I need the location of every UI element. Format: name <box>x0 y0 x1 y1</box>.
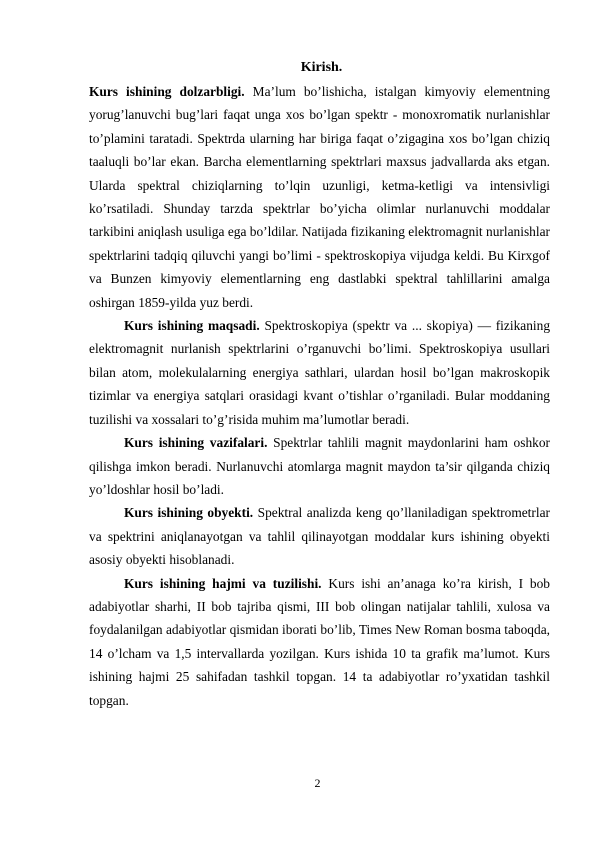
page-title: Kirish. <box>300 60 343 75</box>
paragraph-text: Ma’lum bo’lishicha, istalgan kimyoviy elementning yorug’lanuvchi bug’lari faqat unga xos bo’lgan spektr - monoxromatik nurlanishlar to’plamini taratadi. Spektrda ularning har biriga faqat o’zigagina xos bo’lgan chiziq taaluqli bo’lar ekan. Barcha elementlarning spektrlari maxsus jadvallarda aks etgan. Ularda spektral chiziqlarning to’lqin uzunligi, ketma-ketligi va intensivligi ko’rsatiladi. Shunday tarzda spektrlar bo’yicha olimlar nurlanuvchi moddalar tarkibini aniqlash usuliga ega bo’ldilar. Natijada fizikaning elektromagnit nurlanishlar spektrlarini tadqiq qiluvchi yangi bo’limi - spektroskopiya vijudga keldi. Bu Kirxgof va Bunzen kimyoviy elementlarning eng dastlabki spektral tahlillarini amalga oshirgan 1859-yilda yuz berdi. <box>89 84 551 310</box>
paragraph-heading: Kurs ishining obyekti. <box>124 505 254 521</box>
paragraph-text: Kurs ishi an’anaga ko’ra kirish, I bob adabiyotlar sharhi, II bob tajriba qismi, III bob olingan natijalar tahlili, xulosa va foydalanilgan adabiyotlar qismidan iborati bo’lib, Times New Roman bosma taboqda, 14 o’lcham va 1,5 intervallarda yozilgan. Kurs ishida 10 ta grafik ma’lumot. Kurs ishining hajmi 25 sahifadan tashkil topgan. 14 ta adabiyotlar ro’yxatidan tashkil topgan. <box>89 575 550 708</box>
paragraph-relevance <box>89 80 550 314</box>
page-number: 2 <box>314 776 321 790</box>
paragraph-text: Spektral analizda keng qo’llaniladigan spektrometrlar va spektrini aniqlanayotgan va tahlil qilinayotgan moddalar kurs ishining obyekti asosiy obyekti hisoblanadi. <box>89 505 550 568</box>
paragraph-tasks <box>89 431 550 501</box>
paragraph-text: Spektroskopiya (spektr va ... skopiya) — fizikaning elektromagnit nurlanish spektrlarini o’rganuvchi bo’limi. Spektroskopiya usullari bilan atom, molekulalarning energiya sathlari, ulardan hosil bo’lgan makroskopik tizimlar va energiya satqlari orasidagi kvant o’tishlar o’rganiladi. Bular moddaning tuzilishi va xossalari to’g’risida muhim ma’lumotlar beradi. <box>89 318 551 427</box>
paragraph-text: Spektrlar tahlili magnit maydonlarini ham oshkor qilishga imkon beradi. Nurlanuvchi atomlarga magnit maydon ta’sir qilganda chiziq yo’ldoshlar hosil bo’ladi. <box>89 435 550 497</box>
paragraph-object <box>89 501 550 571</box>
document-page <box>89 58 550 712</box>
paragraph-heading: Kurs ishining dolzarbligi. <box>89 84 245 99</box>
paragraph-heading: Kurs ishining maqsadi. <box>124 318 260 334</box>
paragraph-heading: Kurs ishining hajmi va tuzilishi. <box>124 575 322 591</box>
paragraph-heading: Kurs ishining vazifalari. <box>124 435 268 451</box>
paragraph-goal <box>89 314 550 431</box>
paragraph-structure <box>89 572 550 712</box>
